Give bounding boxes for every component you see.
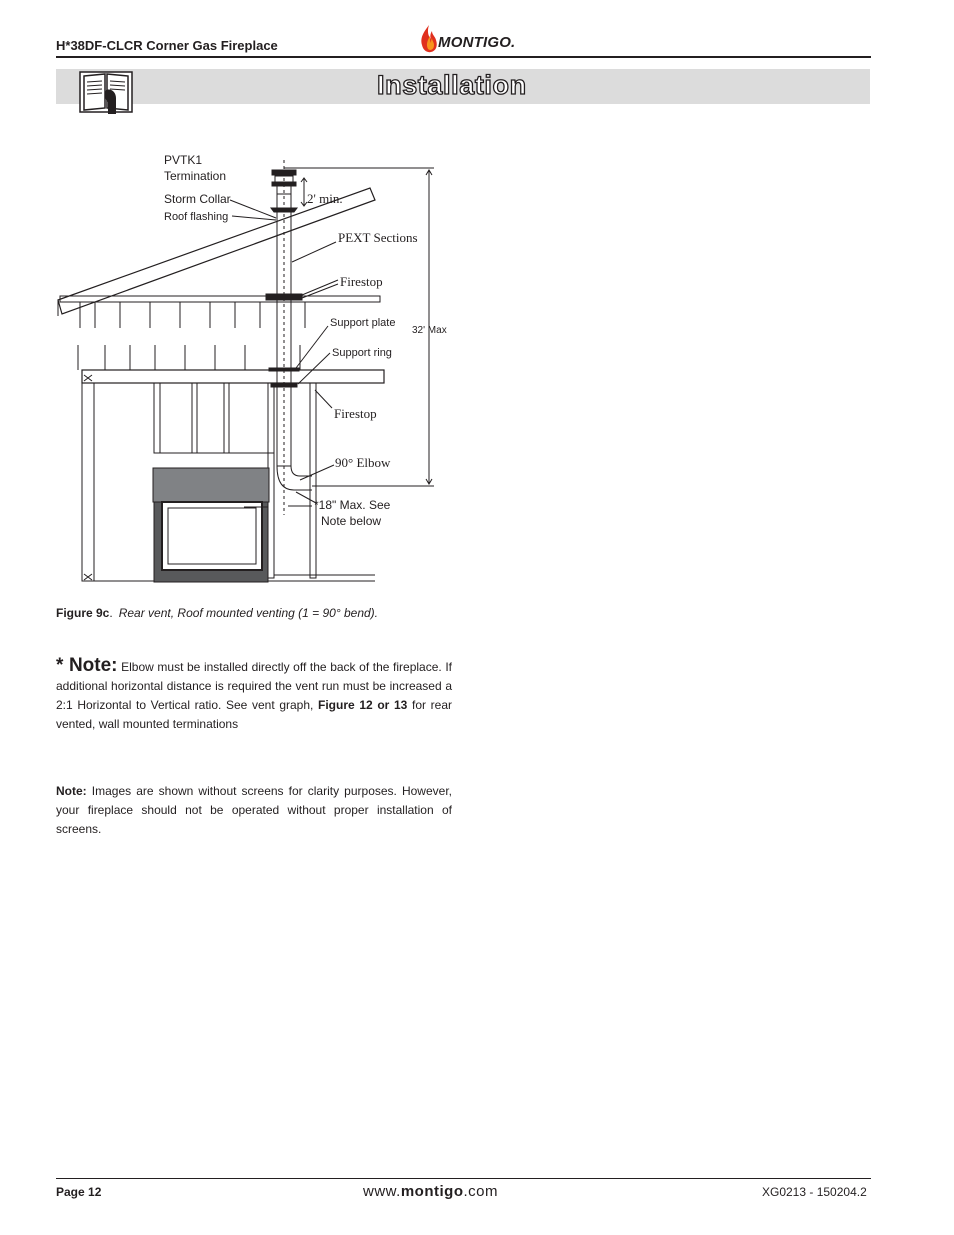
label-support-plate: Support plate <box>330 317 396 329</box>
caption-separator: . <box>109 606 113 620</box>
screens-note <box>56 782 452 839</box>
logo-wordmark: MONTIGO. <box>438 34 516 51</box>
label-firestop-lower: Firestop <box>334 406 377 421</box>
montigo-logo <box>418 24 518 56</box>
page-number: Page 12 <box>56 1185 102 1199</box>
elbow-note <box>56 656 452 734</box>
label-support-ring: Support ring <box>332 347 392 359</box>
website-prefix: www. <box>363 1183 401 1200</box>
label-two-min: 2' min. <box>307 191 343 206</box>
header-rule <box>56 56 871 58</box>
website-url <box>363 1183 498 1200</box>
open-book-manual-icon <box>78 68 134 116</box>
note-text-after: for rear vented, wall mounted terminations <box>56 698 452 731</box>
caption-text: Rear vent, Roof mounted venting (1 = 90° bend). <box>118 606 378 620</box>
footer-rule <box>56 1178 871 1179</box>
screens-note-text: Images are shown without screens for clarity purposes. However, your fireplace should not be operated without proper installation of screens. <box>56 784 452 836</box>
website-suffix: .com <box>463 1183 499 1200</box>
note-heading: * Note: <box>56 655 118 676</box>
venting-diagram <box>50 150 470 590</box>
figure-reference: Figure 12 or 13 <box>318 698 408 712</box>
screens-note-heading: Note: <box>56 784 87 798</box>
section-title: Installation <box>377 70 527 100</box>
caption-label: Figure 9c <box>56 606 110 620</box>
note-text-before: Elbow must be installed directly off the back of the fireplace. If additional horizontal distance is required the vent run must be increased a 2:1 Horizontal to Vertical ratio. See vent graph, <box>56 660 452 712</box>
website-brand: montigo <box>400 1183 464 1200</box>
label-roof-flashing: Roof flashing <box>164 211 229 223</box>
venting-diagram-drawing <box>50 150 470 590</box>
label-max-height: 32' Max <box>412 325 447 336</box>
label-pext-sections: PEXT Sections <box>338 230 418 245</box>
document-title: H*38DF-CLCR Corner Gas Fireplace <box>56 38 278 53</box>
label-18-max: *18" Max. See <box>314 498 391 512</box>
document-number: XG0213 - 150204.2 <box>762 1185 867 1199</box>
label-pvtk1: PVTK1 <box>164 153 203 167</box>
figure-caption <box>56 606 378 620</box>
label-storm-collar: Storm Collar <box>164 192 231 206</box>
label-termination: Termination <box>164 169 227 183</box>
flame-icon <box>418 24 440 54</box>
label-note-below: Note below <box>321 514 382 528</box>
label-elbow: 90° Elbow <box>335 455 391 470</box>
label-firestop-upper: Firestop <box>340 274 383 289</box>
